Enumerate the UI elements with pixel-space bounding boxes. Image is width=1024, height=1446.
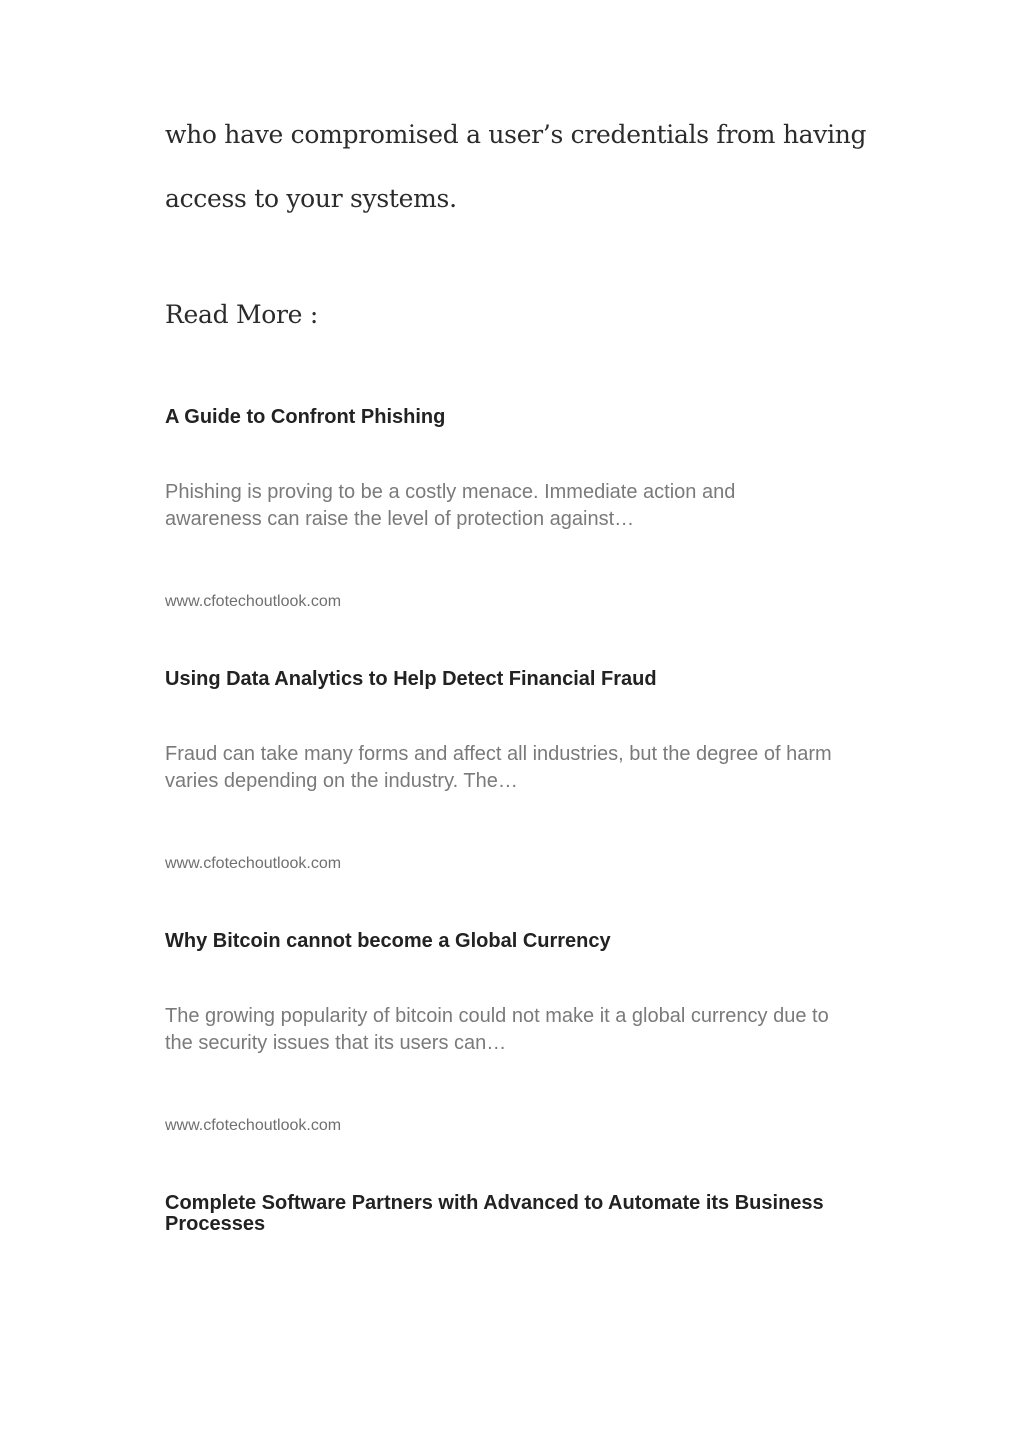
description-line: varies depending on the industry. The… [165,770,518,792]
description-line: Fraud can take many forms and affect all industries, but the degree of harm [165,743,832,765]
description-line: the security issues that its users can… [165,1032,507,1054]
description-line: Phishing is proving to be a costly menace. Immediate action and [165,481,736,503]
read-more-heading: Read More : [165,300,318,329]
body-text-line: access to your systems. [165,184,457,213]
related-article-domain-link[interactable]: www.cfotechoutlook.com [165,855,342,872]
related-article-title[interactable]: A Guide to Confront Phishing [165,406,446,428]
related-article-description [165,741,865,795]
related-article-description [165,479,865,533]
related-article-title[interactable]: Using Data Analytics to Help Detect Financial Fraud [165,668,657,690]
related-article-domain-link[interactable]: www.cfotechoutlook.com [165,1117,342,1134]
description-line: awareness can raise the level of protection against… [165,508,635,530]
body-text-line: who have compromised a user’s credentials from having [165,120,867,149]
related-article-title[interactable]: Complete Software Partners with Advanced to Automate its Business Processes [165,1192,824,1235]
related-article-domain-link[interactable]: www.cfotechoutlook.com [165,593,342,610]
description-line: The growing popularity of bitcoin could not make it a global currency due to [165,1005,829,1027]
related-article-description [165,1003,865,1057]
related-article-title[interactable]: Why Bitcoin cannot become a Global Currency [165,930,611,952]
